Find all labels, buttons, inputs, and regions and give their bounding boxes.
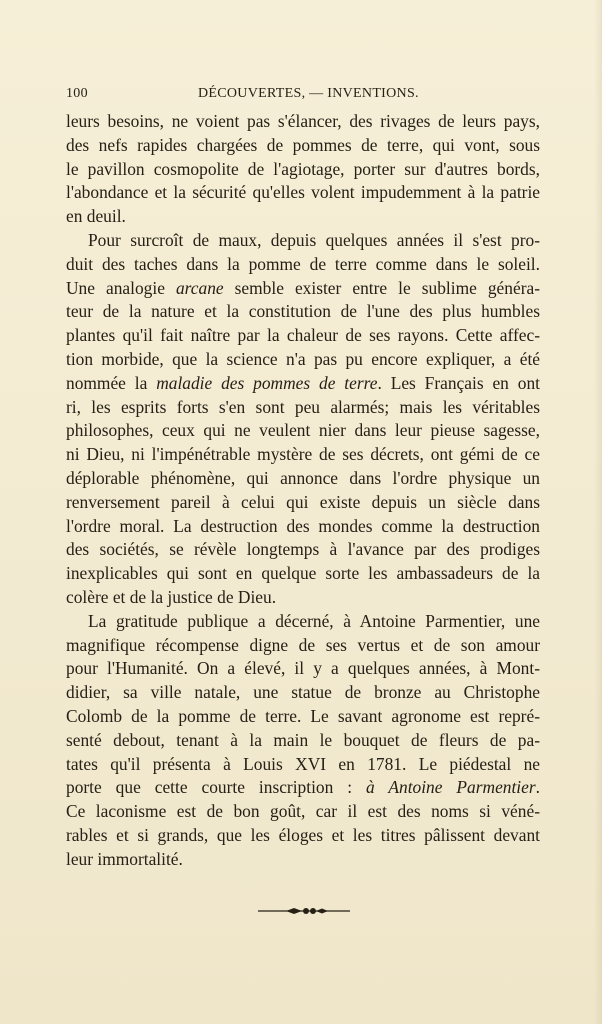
- text-line: senté debout, tenant à la main le bouquet de fleurs de pa-: [66, 729, 540, 750]
- body-text: [66, 110, 540, 872]
- page-edge-shadow: [594, 0, 602, 1024]
- text-line: ni Dieu, ni l'impénétrable mystère de ses décrets, ont gémi de ce: [66, 444, 540, 465]
- text-line: l'ordre moral. La destruction des mondes comme la destruction: [66, 515, 540, 536]
- text-line: teur de la nature et la constitution de l'une des plus humbles: [66, 301, 540, 322]
- text-line: colère et de la justice de Dieu.: [66, 586, 277, 607]
- text-line: des nefs rapides chargées de pommes de terre, qui vont, sous: [66, 134, 540, 155]
- text-line: duit des taches dans la pomme de terre comme dans le soleil.: [66, 253, 540, 274]
- end-ornament-icon: [258, 904, 350, 918]
- text-line: porte que cette courte inscription : à Antoine Parmentier.: [66, 777, 540, 798]
- italic-term: arcane: [175, 277, 224, 298]
- page-number: 100: [66, 86, 88, 101]
- text-line: Colomb de la pomme de terre. Le savant agronome est repré-: [66, 705, 540, 726]
- text-line: le pavillon cosmopolite de l'agiotage, porter sur d'autres bords,: [66, 158, 540, 179]
- running-title: DÉCOUVERTES, — INVENTIONS.: [198, 86, 419, 101]
- text-line: tates qu'il présenta à Louis XVI en 1781. Le piédestal ne: [66, 753, 540, 774]
- italic-term: maladie des pommes de terre: [156, 372, 378, 393]
- text-line: Ce laconisme est de bon goût, car il est des noms si véné-: [66, 801, 540, 822]
- text-line: philosophes, ceux qui ne veulent nier dans leur pieuse sagesse,: [66, 420, 540, 441]
- text-line: Pour surcroît de maux, depuis quelques années il s'est pro-: [88, 229, 540, 250]
- text-line: leur immortalité.: [66, 848, 183, 869]
- text-line: tion morbide, que la science n'a pas pu encore expliquer, a été: [66, 348, 540, 369]
- text-line: Une analogie arcane semble exister entre le sublime généra-: [66, 277, 540, 298]
- text-line: magnifique récompense digne de ses vertus et de son amour: [66, 634, 540, 655]
- text-line: leurs besoins, ne voient pas s'élancer, des rivages de leurs pays,: [66, 111, 540, 131]
- running-head: [66, 86, 542, 106]
- text-line: nommée la maladie des pommes de terre. Les Français en ont: [66, 372, 540, 393]
- text-line: déplorable phénomène, qui annonce dans l'ordre physique un: [66, 467, 540, 488]
- italic-inscription: à Antoine Parmentier: [366, 777, 536, 798]
- text-line: inexplicables qui sont en quelque sorte les ambassadeurs de la: [66, 563, 540, 584]
- text-line: didier, sa ville natale, une statue de bronze au Christophe: [66, 682, 540, 703]
- text-line: plantes qu'il fait naître par la chaleur de ses rayons. Cette affec-: [66, 325, 540, 346]
- text-line: ri, les esprits forts s'en sont peu alarmés; mais les véritables: [66, 396, 540, 417]
- text-line: pour l'Humanité. On a élevé, il y a quelques années, à Mont-: [66, 658, 540, 679]
- text-line: rables et si grands, que les éloges et les titres pâlissent devant: [66, 824, 540, 845]
- text-line: l'abondance et la sécurité qu'elles volent impudemment à la patrie: [66, 182, 540, 203]
- text-line: renversement pareil à celui qui existe depuis un siècle dans: [66, 491, 540, 512]
- text-line: La gratitude publique a décerné, à Antoine Parmentier, une: [88, 610, 540, 631]
- text-line: des sociétés, se révèle longtemps à l'avance par des prodiges: [66, 539, 540, 560]
- text-line: en deuil.: [66, 206, 126, 227]
